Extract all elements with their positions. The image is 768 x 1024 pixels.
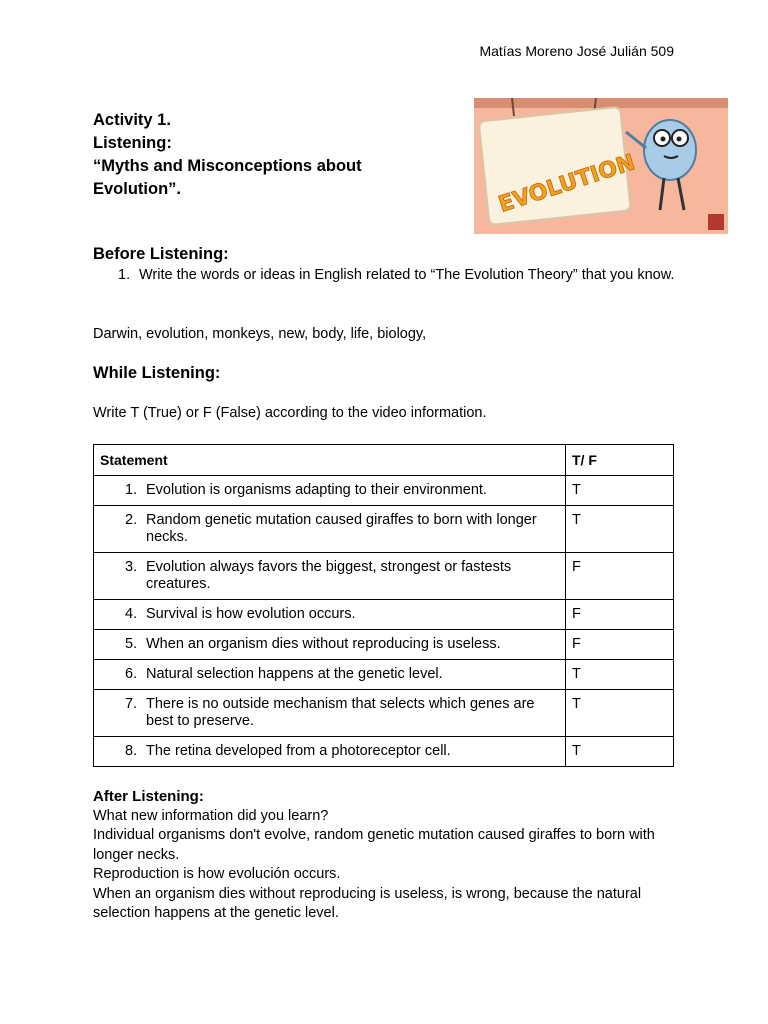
tf-answer: F bbox=[566, 630, 674, 660]
statement-number: 1. bbox=[125, 482, 138, 498]
after-listening-answer-2: Reproduction is how evolución occurs. bbox=[93, 866, 341, 882]
tf-answer: T bbox=[566, 737, 674, 767]
statement-cell bbox=[94, 737, 566, 767]
tf-answer: T bbox=[566, 690, 674, 737]
statement-text: Natural selection happens at the genetic level. bbox=[146, 666, 443, 682]
item-text: Write the words or ideas in English related to “The Evolution Theory” that you know. bbox=[139, 267, 675, 283]
table-header-row bbox=[94, 445, 674, 476]
tf-column-header: T/ F bbox=[566, 445, 674, 476]
statement-text: Evolution always favors the biggest, strongest or fastests creatures. bbox=[146, 559, 512, 592]
statement-text: Random genetic mutation caused giraffes to born with longer necks. bbox=[146, 512, 537, 545]
statement-text: Survival is how evolution occurs. bbox=[146, 606, 356, 622]
while-listening-heading: While Listening: bbox=[93, 364, 221, 382]
statement-text: There is no outside mechanism that selects which genes are best to preserve. bbox=[146, 696, 535, 729]
statement-cell bbox=[94, 660, 566, 690]
after-listening-answer-3: When an organism dies without reproducing is useless, is wrong, because the natural selection happens at the genetic level. bbox=[93, 885, 642, 921]
statement-number: 7. bbox=[125, 696, 138, 712]
before-listening-heading: Before Listening: bbox=[93, 245, 229, 263]
statement-cell bbox=[94, 630, 566, 660]
statement-cell bbox=[94, 690, 566, 737]
activity-title bbox=[93, 109, 362, 201]
author-name: Matías Moreno José Julián 509 bbox=[479, 43, 674, 59]
statement-text: When an organism dies without reproducing is useless. bbox=[146, 636, 501, 652]
activity-type: Listening: bbox=[93, 134, 172, 152]
before-listening-answer: Darwin, evolution, monkeys, new, body, life, biology, bbox=[93, 326, 427, 342]
activity-number: Activity 1. bbox=[93, 111, 171, 129]
statement-number: 4. bbox=[125, 606, 138, 622]
statement-number: 3. bbox=[125, 559, 138, 575]
table-row bbox=[94, 660, 674, 690]
table-row bbox=[94, 630, 674, 660]
activity-topic-line1: “Myths and Misconceptions about bbox=[93, 157, 362, 175]
banner-word: EVOLUTION bbox=[495, 150, 639, 218]
evolution-banner-image bbox=[474, 98, 728, 234]
activity-topic-line2: Evolution”. bbox=[93, 180, 181, 198]
tf-answer: T bbox=[566, 506, 674, 553]
statement-cell bbox=[94, 506, 566, 553]
tf-answer: T bbox=[566, 476, 674, 506]
before-listening-item bbox=[118, 265, 678, 285]
table-row bbox=[94, 690, 674, 737]
statement-number: 2. bbox=[125, 512, 138, 528]
evolution-illustration bbox=[474, 98, 728, 234]
statement-number: 8. bbox=[125, 743, 138, 759]
statement-text: Evolution is organisms adapting to their environment. bbox=[146, 482, 487, 498]
statement-cell bbox=[94, 476, 566, 506]
tf-answer: F bbox=[566, 553, 674, 600]
tf-answer: T bbox=[566, 660, 674, 690]
table-row bbox=[94, 506, 674, 553]
after-listening-section bbox=[93, 787, 693, 924]
after-listening-answer-1: Individual organisms don't evolve, random genetic mutation caused giraffes to born with longer necks. bbox=[93, 827, 655, 863]
table-row bbox=[94, 600, 674, 630]
after-listening-heading: After Listening: bbox=[93, 788, 204, 805]
statement-cell bbox=[94, 600, 566, 630]
table-row bbox=[94, 476, 674, 506]
statement-number: 5. bbox=[125, 636, 138, 652]
table-row bbox=[94, 553, 674, 600]
statement-text: The retina developed from a photoreceptor cell. bbox=[146, 743, 451, 759]
statement-column-header: Statement bbox=[94, 445, 566, 476]
true-false-table bbox=[93, 444, 674, 767]
while-listening-instruction: Write T (True) or F (False) according to the video information. bbox=[93, 405, 487, 421]
statement-cell bbox=[94, 553, 566, 600]
after-listening-question: What new information did you learn? bbox=[93, 807, 329, 824]
table-row bbox=[94, 737, 674, 767]
tf-answer: F bbox=[566, 600, 674, 630]
statement-number: 6. bbox=[125, 666, 138, 682]
item-number: 1. bbox=[118, 267, 131, 283]
